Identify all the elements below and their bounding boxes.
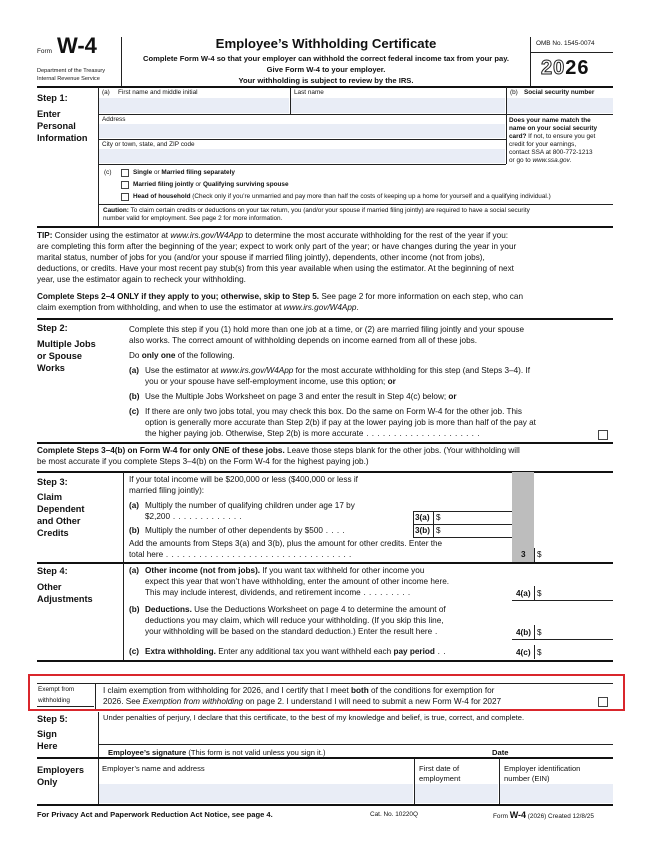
ssn-label: Social security number <box>524 89 595 96</box>
step4b-bold: Deductions. <box>145 605 192 614</box>
employer-name-field[interactable] <box>99 784 413 803</box>
box-3b-input[interactable] <box>444 525 510 536</box>
box-3b-dollar: $ <box>436 526 441 535</box>
box-3-dollar: $ <box>537 550 542 559</box>
box-4c-input[interactable] <box>545 646 613 659</box>
exempt-line1-both: both <box>351 686 369 695</box>
step2-do-c: of the following. <box>175 351 235 360</box>
city-label: City or town, state, and ZIP code <box>102 141 195 148</box>
step1-heading-line3: Information <box>37 133 88 143</box>
step4a-marker: (a) <box>129 566 140 575</box>
step2c-line3: the higher paying job. Otherwise, Step 2(b) is more accurate . . . . . . . . . . . . . . . . . . . . . <box>145 429 480 438</box>
step3-total-line1: Add the amounts from Steps 3(a) and 3(b), plus the amount for other credits. Enter the <box>129 539 443 548</box>
step2-heading-line2: or Spouse <box>37 351 82 361</box>
box-3a-dollar: $ <box>436 513 441 522</box>
date-field[interactable] <box>490 722 613 744</box>
first-name-field[interactable] <box>99 98 289 113</box>
ssn-note-card: card? <box>509 133 527 140</box>
caution-text: To claim certain credits or deductions on your tax return, you (and/or your spouse if married filing jointly) are required to have a social security <box>128 207 530 214</box>
steps34-note-rest: Leave those steps blank for the other jobs. (Your withholding will <box>284 446 520 455</box>
tip-line3: marital status, number of jobs for you (and/or your spouse if married filing jointly), dependents, other income (not from jobs), <box>37 253 485 262</box>
exempt-label-line1: Exempt from <box>38 686 75 693</box>
signature-field[interactable] <box>100 722 485 744</box>
caution-line2: number valid for employment. See page 2 for more information. <box>103 215 283 222</box>
last-name-field[interactable] <box>291 98 505 113</box>
omb-number: OMB No. 1545-0074 <box>536 40 595 47</box>
catalog-number: Cat. No. 10220Q <box>370 811 418 818</box>
date-label: Date <box>492 748 509 757</box>
step4b-line1 <box>145 605 446 614</box>
complete-note-line2-a: claim exemption from withholding, and when to use the estimator at <box>37 303 284 312</box>
step2-heading-line3: Works <box>37 363 65 373</box>
step3a-line2: $2,200 . . . . . . . . . . . . . <box>145 512 243 521</box>
married-joint-label <box>133 181 289 188</box>
first-date-label-line1: First date of <box>419 764 460 773</box>
form-prefix: Form <box>37 48 52 55</box>
steps34-note-line2: be most accurate if you complete Steps 3–4(b) on the Form W-4 for the highest paying job.) <box>37 457 369 466</box>
married-joint-label-b: or <box>193 181 203 188</box>
step3-intro-line1: If your total income will be $200,000 or less ($400,000 or less if <box>129 475 358 484</box>
step2a-line2 <box>145 377 396 386</box>
address-label: Address <box>102 116 126 123</box>
tip-line1-b: to determine the most accurate withholding for the rest of the year if you: <box>243 231 509 240</box>
step2c-line3-text: the higher paying job. Otherwise, Step 2(b) is more accurate <box>145 429 364 438</box>
employers-heading-line1: Employers <box>37 765 84 775</box>
married-joint-checkbox[interactable] <box>121 181 129 189</box>
box-4b-dollar: $ <box>537 628 542 637</box>
step4c-marker: (c) <box>129 647 140 656</box>
single-checkbox[interactable] <box>121 169 129 177</box>
step3-intro-line2: married filing jointly): <box>129 486 205 495</box>
complete-note-line2-c: . <box>356 303 359 312</box>
step3a-amount-text: $2,200 <box>145 512 171 521</box>
step3a-marker: (a) <box>129 501 140 510</box>
ssn-note-line6 <box>509 157 572 164</box>
footer-form-name: W-4 <box>509 810 527 820</box>
box-4c-dollar: $ <box>537 648 542 657</box>
ssn-note-line3-rest: If not, to ensure you get <box>526 133 596 140</box>
step3b-line-text: Multiply the number of other dependents by $500 <box>145 526 323 535</box>
step3-heading-line4: Credits <box>37 528 69 538</box>
first-date-field[interactable] <box>415 784 498 803</box>
step3-total-text: total here <box>129 550 164 559</box>
box-4b-label: 4(b) <box>516 628 532 637</box>
tip-line1 <box>37 231 508 240</box>
step3-heading-line2: Dependent <box>37 504 85 514</box>
ssn-note-line2: name on your social security <box>509 125 598 132</box>
ssn-note-line6-c: . <box>569 157 572 164</box>
step5-heading-line1: Sign <box>37 729 57 739</box>
step2-do-line <box>129 351 235 360</box>
step2-do-b: only one <box>141 351 176 360</box>
step4a-line2: expect this year that won’t have withholding, enter the amount of other income here. <box>145 577 450 586</box>
first-date-label-line2: employment <box>419 774 461 783</box>
tax-year-suffix: 26 <box>565 57 590 79</box>
step2c-line2: option is generally more accurate than Step 2(b) if pay at the lower paying job is more than half of the pay at <box>145 418 536 427</box>
estimator-link[interactable]: www.irs.gov/W4App <box>170 231 244 240</box>
first-name-label: First name and middle initial <box>118 89 198 96</box>
tip-line4: deductions, or credits. Have your most recent pay stub(s) from this year available when using the estimator. At the beginning of next <box>37 264 514 273</box>
tip-line5: year, use the estimator again to recheck your withholding. <box>37 275 246 284</box>
step2a-line1-a: Use the estimator at <box>145 366 221 375</box>
ssn-note-line3 <box>509 133 595 140</box>
box-4b-input[interactable] <box>545 626 613 639</box>
complete-note-line1 <box>37 292 523 301</box>
single-label-c: Married filing separately <box>161 169 235 176</box>
step4b-line3: your withholding will be based on the standard deduction.) Enter the result here . <box>145 627 438 636</box>
exempt-line2-c: on page 2. I understand I will need to submit a new Form W-4 for 2027 <box>243 697 502 706</box>
exempt-line1-c: of the conditions for exemption for <box>368 686 495 695</box>
exempt-label-line2: withholding <box>38 697 70 704</box>
married-joint-label-a: Married filing jointly <box>133 181 194 188</box>
step4b-line1-rest: Use the Deductions Worksheet on page 4 to determine the amount of <box>191 605 446 614</box>
exempt-highlight-box <box>28 674 625 711</box>
head-of-household-label <box>133 193 551 200</box>
perjury-statement: Under penalties of perjury, I declare that this certificate, to the best of my knowledge and belief, is true, correct, and complete. <box>103 713 525 722</box>
step4a-line3: This may include interest, dividends, and retirement income . . . . . . . . . <box>145 588 411 597</box>
step4c-bold: Extra withholding. <box>145 647 216 656</box>
box-3a-input[interactable] <box>444 512 510 523</box>
exempt-line2-link: Exemption from withholding <box>142 697 244 706</box>
step4c-line: Extra withholding. Enter any additional tax you want withheld each pay period . . <box>145 647 446 656</box>
complete-note-bold: Complete Steps 2–4 ONLY if they apply to you; otherwise, skip to Step 5. <box>37 292 320 301</box>
box-3a-label: 3(a) <box>415 513 430 522</box>
tax-year <box>541 57 590 80</box>
step3-heading-line3: and Other <box>37 516 81 526</box>
step2-do-a: Do <box>129 351 142 360</box>
hoh-label-a: Head of household <box>133 193 191 200</box>
tax-year-prefix: 20 <box>541 57 566 79</box>
signature-label <box>108 748 326 757</box>
city-field[interactable] <box>99 149 505 163</box>
step4-label: Step 4: <box>37 566 68 576</box>
tip-line1-a: Consider using the estimator at <box>52 231 171 240</box>
agency-line2: Internal Revenue Service <box>37 76 100 82</box>
address-field[interactable] <box>99 124 505 138</box>
steps34-note-line1 <box>37 446 520 455</box>
step4b-marker: (b) <box>129 605 140 614</box>
step1-heading-line2: Personal <box>37 121 76 131</box>
form-subtitle-3: Your withholding is subject to review by the IRS. <box>238 76 414 85</box>
step1-label: Step 1: <box>37 93 68 103</box>
head-of-household-checkbox[interactable] <box>121 193 129 201</box>
ssn-marker: (b) <box>510 89 518 96</box>
ssn-note-line4: credit for your earnings, <box>509 141 577 148</box>
field-a-marker: (a) <box>102 89 110 96</box>
ein-label-line2: number (EIN) <box>504 774 550 783</box>
step2a-marker: (a) <box>129 366 140 375</box>
step2-intro-line1: Complete this step if you (1) hold more than one job at a time, or (2) are married filing jointly and your spouse <box>129 325 525 334</box>
complete-note-rest: See page 2 for more information on each step, who can <box>319 292 523 301</box>
step2b-line-a: Use the Multiple Jobs Worksheet on page 3 and enter the result in Step 4(c) below; <box>145 392 449 401</box>
step4c-pay-period: pay period <box>393 647 435 656</box>
agency-line1: Department of the Treasury <box>37 68 106 74</box>
box-4a-dollar: $ <box>537 589 542 598</box>
step2a-line1 <box>145 366 530 375</box>
step3b-marker: (b) <box>129 526 140 535</box>
box-3b-label: 3(b) <box>415 526 431 535</box>
footer-form-id <box>493 810 594 820</box>
single-label <box>133 169 235 176</box>
signature-label-bold: Employee’s signature <box>108 748 187 757</box>
footer-form-prefix: Form <box>493 813 510 820</box>
step4c-rest-a: Enter any additional tax you want withheld each <box>215 647 394 656</box>
step4a-line1-rest: If you want tax withheld for other income you <box>260 566 425 575</box>
step2b-line-or: or <box>448 392 457 401</box>
signature-label-rest: (This form is not valid unless you sign it.) <box>186 748 326 757</box>
box-4a-input[interactable] <box>545 587 613 600</box>
step2-label: Step 2: <box>37 323 68 333</box>
tip-line2: are completing this form after the beginning of the year; expect to work only part of the year; or have changes during the year in your <box>37 242 517 251</box>
form-title: Employee’s Withholding Certificate <box>215 36 437 51</box>
step2b-marker: (b) <box>129 392 140 401</box>
step4a-line1 <box>145 566 424 575</box>
box-4c-label: 4(c) <box>516 648 531 657</box>
ssa-link[interactable]: www.ssa.gov <box>532 157 570 164</box>
step4b-line3-text: your withholding will be based on the standard deduction.) Enter the result here <box>145 627 433 636</box>
step2-heading-line1: Multiple Jobs <box>37 339 96 349</box>
step2c-line1: If there are only two jobs total, you may check this box. Do the same on Form W-4 for the other job. This <box>145 407 522 416</box>
step2a-line2-or: or <box>387 377 396 386</box>
steps34-note-bold: Complete Steps 3–4(b) on Form W-4 for only ONE of these jobs. <box>37 446 285 455</box>
ein-field[interactable] <box>500 784 613 803</box>
estimator-link-2[interactable]: www.irs.gov/W4App <box>283 303 357 312</box>
filing-marker: (c) <box>104 169 112 176</box>
privacy-notice: For Privacy Act and Paperwork Reduction Act Notice, see page 4. <box>37 810 273 819</box>
step5-label: Step 5: <box>37 714 68 724</box>
step5-heading-line2: Here <box>37 741 58 751</box>
box-3-label: 3 <box>521 550 526 559</box>
last-name-label: Last name <box>294 89 324 96</box>
ein-label-line1: Employer identification <box>504 764 581 773</box>
box-3-input[interactable] <box>545 548 613 561</box>
employer-name-label: Employer’s name and address <box>102 764 205 773</box>
step2-intro-line2: also works. The correct amount of withholding depends on income earned from all of these jobs. <box>129 336 478 345</box>
step3a-line1: Multiply the number of qualifying children under age 17 by <box>145 501 355 510</box>
step3-heading-line1: Claim <box>37 492 63 502</box>
hoh-label-b: (Check only if you’re unmarried and pay more than half the costs of keeping up a home for yourself and a qualifying individual.) <box>190 193 551 200</box>
form-subtitle-1: Complete Form W-4 so that your employer can withhold the correct federal income tax from your pay. <box>143 54 509 63</box>
step2b-line <box>145 392 457 401</box>
step4-heading-line1: Other <box>37 582 62 592</box>
step3-label: Step 3: <box>37 477 68 487</box>
ssn-note-line5: contact SSA at 800-772-1213 <box>509 149 593 156</box>
complete-note-line2 <box>37 303 359 312</box>
step2a-line2-a: you or your spouse have self-employment income, use this option; <box>145 377 388 386</box>
footer-form-suffix: (2026) Created 12/8/25 <box>526 813 594 820</box>
step4-heading-line2: Adjustments <box>37 594 93 604</box>
ssn-note-line6-a: or go to <box>509 157 533 164</box>
step3-total-line2: total here . . . . . . . . . . . . . . . . . . . . . . . . . . . . . . . . . . <box>129 550 352 559</box>
tip-label: TIP: <box>37 231 53 240</box>
single-label-b: or <box>152 169 162 176</box>
estimator-link-3[interactable]: www.irs.gov/W4App <box>220 366 294 375</box>
employers-heading-line2: Only <box>37 777 58 787</box>
step4a-bold: Other income (not from jobs). <box>145 566 261 575</box>
step4b-line2: deductions you may claim, which will reduce your withholding. (If you skip this line, <box>145 616 444 625</box>
step4a-line3-text: This may include interest, dividends, and retirement income <box>145 588 361 597</box>
caution-label: Caution: <box>103 207 129 214</box>
two-jobs-checkbox[interactable] <box>598 430 608 440</box>
box-4a-label: 4(a) <box>516 589 531 598</box>
caution-line1 <box>103 207 530 214</box>
step2c-marker: (c) <box>129 407 140 416</box>
ssn-note-line1: Does your name match the <box>509 117 591 124</box>
step2a-line1-c: for the most accurate withholding for this step (and Steps 3–4). If <box>293 366 531 375</box>
married-joint-label-c: Qualifying surviving spouse <box>202 181 289 188</box>
step3b-line: Multiply the number of other dependents by $500 . . . . <box>145 526 346 535</box>
single-label-a: Single <box>133 169 153 176</box>
exempt-line1-a: I claim exemption from withholding for 2026, and I certify that I meet <box>103 686 352 695</box>
step1-heading-line1: Enter <box>37 109 61 119</box>
form-name: W-4 <box>57 33 97 58</box>
ssn-field[interactable] <box>507 98 613 113</box>
form-subtitle-2: Give Form W-4 to your employer. <box>266 65 386 74</box>
exempt-line2-a: 2026. See <box>103 697 143 706</box>
